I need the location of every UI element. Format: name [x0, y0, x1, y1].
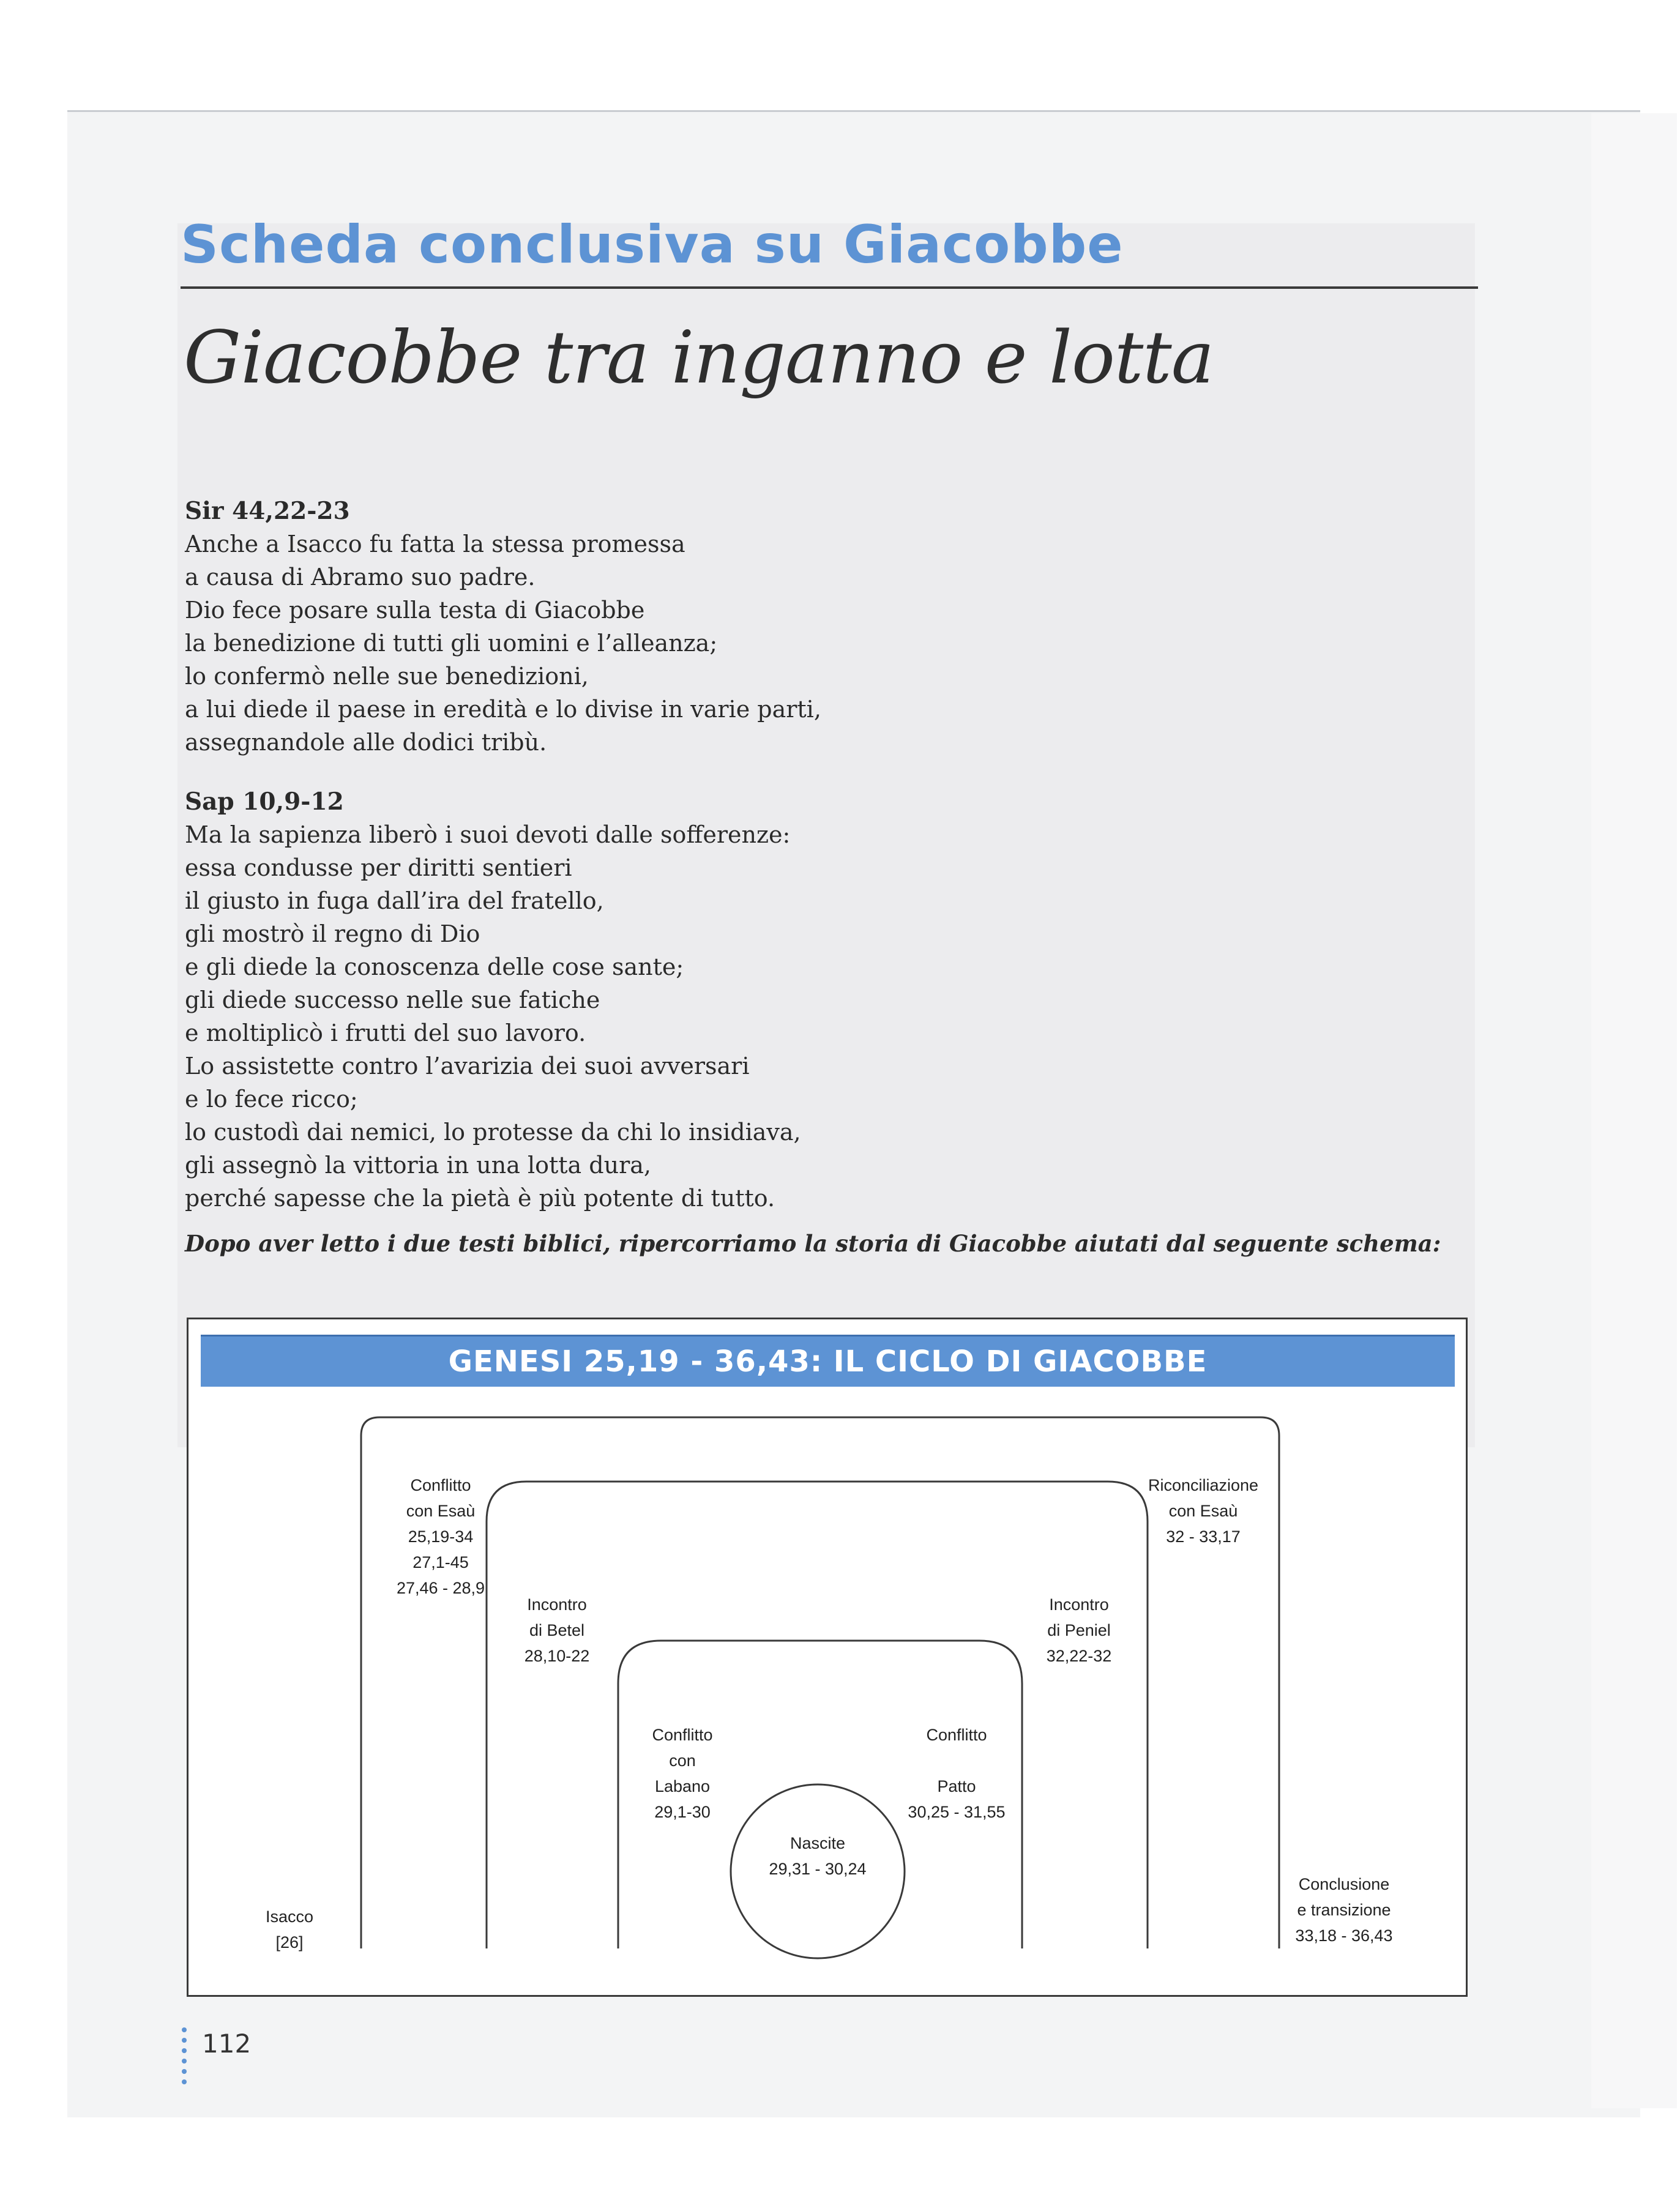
page-edge-strip [1591, 113, 1677, 2108]
passage-text [185, 818, 801, 1215]
verse-line: Anche a Isacco fu fatta la stessa promessa [185, 531, 685, 557]
verse-line: Lo assistette contro l’avarizia dei suoi avversari [185, 1053, 750, 1079]
diagram-arches [189, 1319, 1469, 1999]
cycle-diagram [187, 1318, 1468, 1997]
verse-line: la benedizione di tutti gli uomini e l’alleanza; [185, 630, 718, 657]
verse-line: gli assegnò la vittoria in una lotta dura, [185, 1152, 651, 1179]
label-conflitto-patto: Conflitto Patto 30,25 - 31,55 [908, 1726, 1006, 1821]
passage-reference: Sap 10,9-12 [185, 788, 344, 816]
verse-line: a lui diede il paese in eredità e lo divise in varie parti, [185, 696, 821, 723]
verse-line: il giusto in fuga dall’ira del fratello, [185, 887, 604, 914]
verse-line: e lo fece ricco; [185, 1086, 358, 1113]
section-title: Scheda conclusiva su Giacobbe [181, 214, 1124, 275]
page-number: 112 [202, 2029, 252, 2059]
label-nascite: Nascite 29,31 - 30,24 [769, 1834, 867, 1878]
label-incontro-peniel: Incontro di Peniel 32,22-32 [1046, 1595, 1112, 1665]
verse-line: Dio fece posare sulla testa di Giacobbe [185, 597, 645, 624]
label-conflitto-labano: Conflitto con Labano 29,1-30 [652, 1726, 713, 1821]
banner-title: GENESI 25,19 - 36,43: IL CICLO DI GIACOBBE [448, 1344, 1208, 1379]
verse-line: essa condusse per diritti sentieri [185, 854, 572, 881]
page-number-dots [182, 2027, 188, 2090]
label-riconciliazione-esau: Riconciliazione con Esaù 32 - 33,17 [1148, 1476, 1259, 1546]
passage-text [185, 528, 821, 759]
verse-line: a causa di Abramo suo padre. [185, 564, 536, 591]
page-top-edge [67, 110, 1640, 112]
instruction-text: Dopo aver letto i due testi biblici, ripercorriamo la storia di Giacobbe aiutati dal seguente schema: [185, 1230, 1441, 1257]
label-conflitto-esau: Conflitto con Esaù 25,19-34 27,1-45 27,46 - 28,9 [396, 1476, 485, 1597]
verse-line: e gli diede la conoscenza delle cose sante; [185, 953, 684, 980]
header-rule [181, 286, 1478, 289]
verse-line: Ma la sapienza liberò i suoi devoti dalle sofferenze: [185, 821, 791, 848]
verse-line: gli diede successo nelle sue fatiche [185, 986, 600, 1013]
verse-line: perché sapesse che la pietà è più potente di tutto. [185, 1185, 775, 1212]
verse-line: e moltiplicò i frutti del suo lavoro. [185, 1020, 586, 1046]
verse-line: lo custodì dai nemici, lo protesse da chi lo insidiava, [185, 1119, 801, 1146]
label-conclusione: Conclusione e transizione 33,18 - 36,43 [1295, 1875, 1393, 1945]
verse-line: lo confermò nelle sue benedizioni, [185, 663, 589, 690]
verse-line: gli mostrò il regno di Dio [185, 920, 480, 947]
page-title: Giacobbe tra inganno e lotta [184, 315, 1214, 400]
passage-reference: Sir 44,22-23 [185, 497, 350, 525]
verse-line: assegnandole alle dodici tribù. [185, 729, 547, 756]
label-incontro-betel: Incontro di Betel 28,10-22 [524, 1595, 590, 1665]
label-isacco: Isacco [26] [265, 1907, 314, 1952]
